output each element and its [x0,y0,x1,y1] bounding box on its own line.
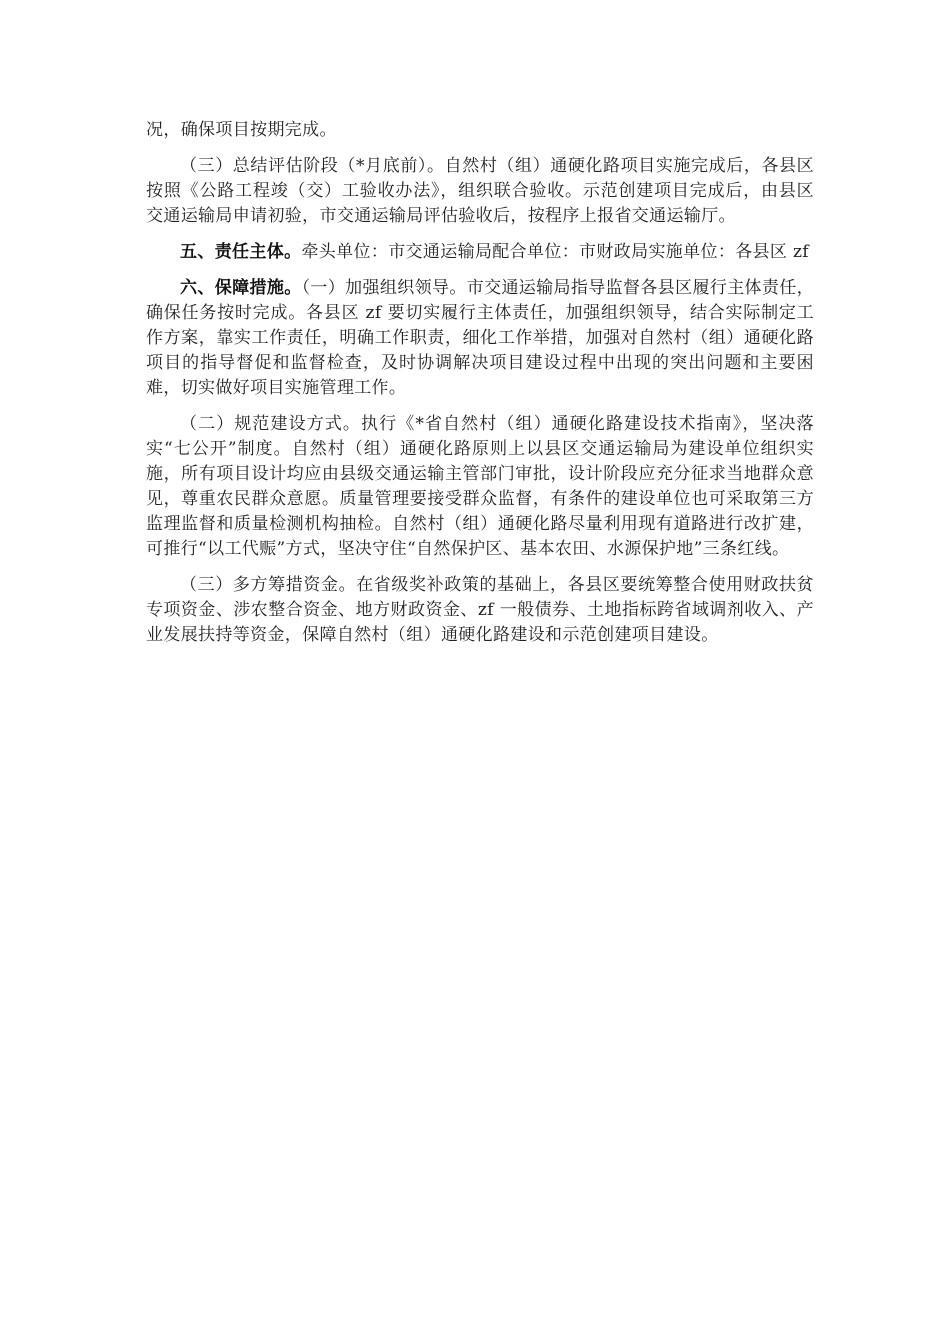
paragraph-text: （一）加强组织领导。市交通运输局指导监督各县区履行主体责任，确保任务按时完成。各县区 zf 要切实履行主体责任，加强组织领导，结合实际制定工作方案，靠实工作责任，明确工作职责，细化工作举措，加强对自然村（组）通硬化路项目的指导督促和监督检查，及时协调解决项目建设过程中出现的突出问题和主要困难，切实做好项目实施管理工作。 [146,278,815,398]
paragraph-text: 况，确保项目按期完成。 [146,120,337,140]
document-page [146,118,814,659]
paragraph-construction-standards [146,412,814,562]
paragraph-text: （三）多方筹措资金。在省级奖补政策的基础上，各县区要统筹整合使用财政扶贫专项资金、涉农整合资金、地方财政资金、zf 一般债券、土地指标跨省域调剂收入、产业发展扶持等资金，保障自然村（组）通硬化路建设和示范创建项目建设。 [146,575,814,645]
paragraph-text: 牵头单位：市交通运输局配合单位：市财政局实施单位：各县区 zf [301,242,809,262]
paragraph-text: （二）规范建设方式。执行《*省自然村（组）通硬化路建设技术指南》，坚决落实“七公开”制度。自然村（组）通硬化路原则上以县区交通运输局为建设单位组织实施，所有项目设计均应由县级交通运输主管部门审批，设计阶段应充分征求当地群众意见，尊重农民群众意愿。质量管理要接受群众监督，有条件的建设单位也可采取第三方监理监督和质量检测机构抽检。自然村（组）通硬化路尽量利用现有道路进行改扩建，可推行“以工代赈”方式，坚决守住“自然保护区、基本农田、水源保护地”三条红线。 [146,414,814,559]
paragraph-responsibility [146,240,814,265]
paragraph-funding [146,573,814,648]
section-heading: 五、责任主体。 [180,242,302,262]
paragraph-text: （三）总结评估阶段（*月底前）。自然村（组）通硬化路项目实施完成后，各县区按照《公路工程竣（交）工验收办法》，组织联合验收。示范创建项目完成后，由县区交通运输局申请初验，市交通运输局评估验收后，按程序上报省交通运输厅。 [146,156,814,226]
section-heading: 六、保障措施。 [180,278,302,298]
paragraph-continuation [146,118,814,143]
paragraph-summary-stage [146,154,814,229]
paragraph-safeguards [146,276,814,401]
